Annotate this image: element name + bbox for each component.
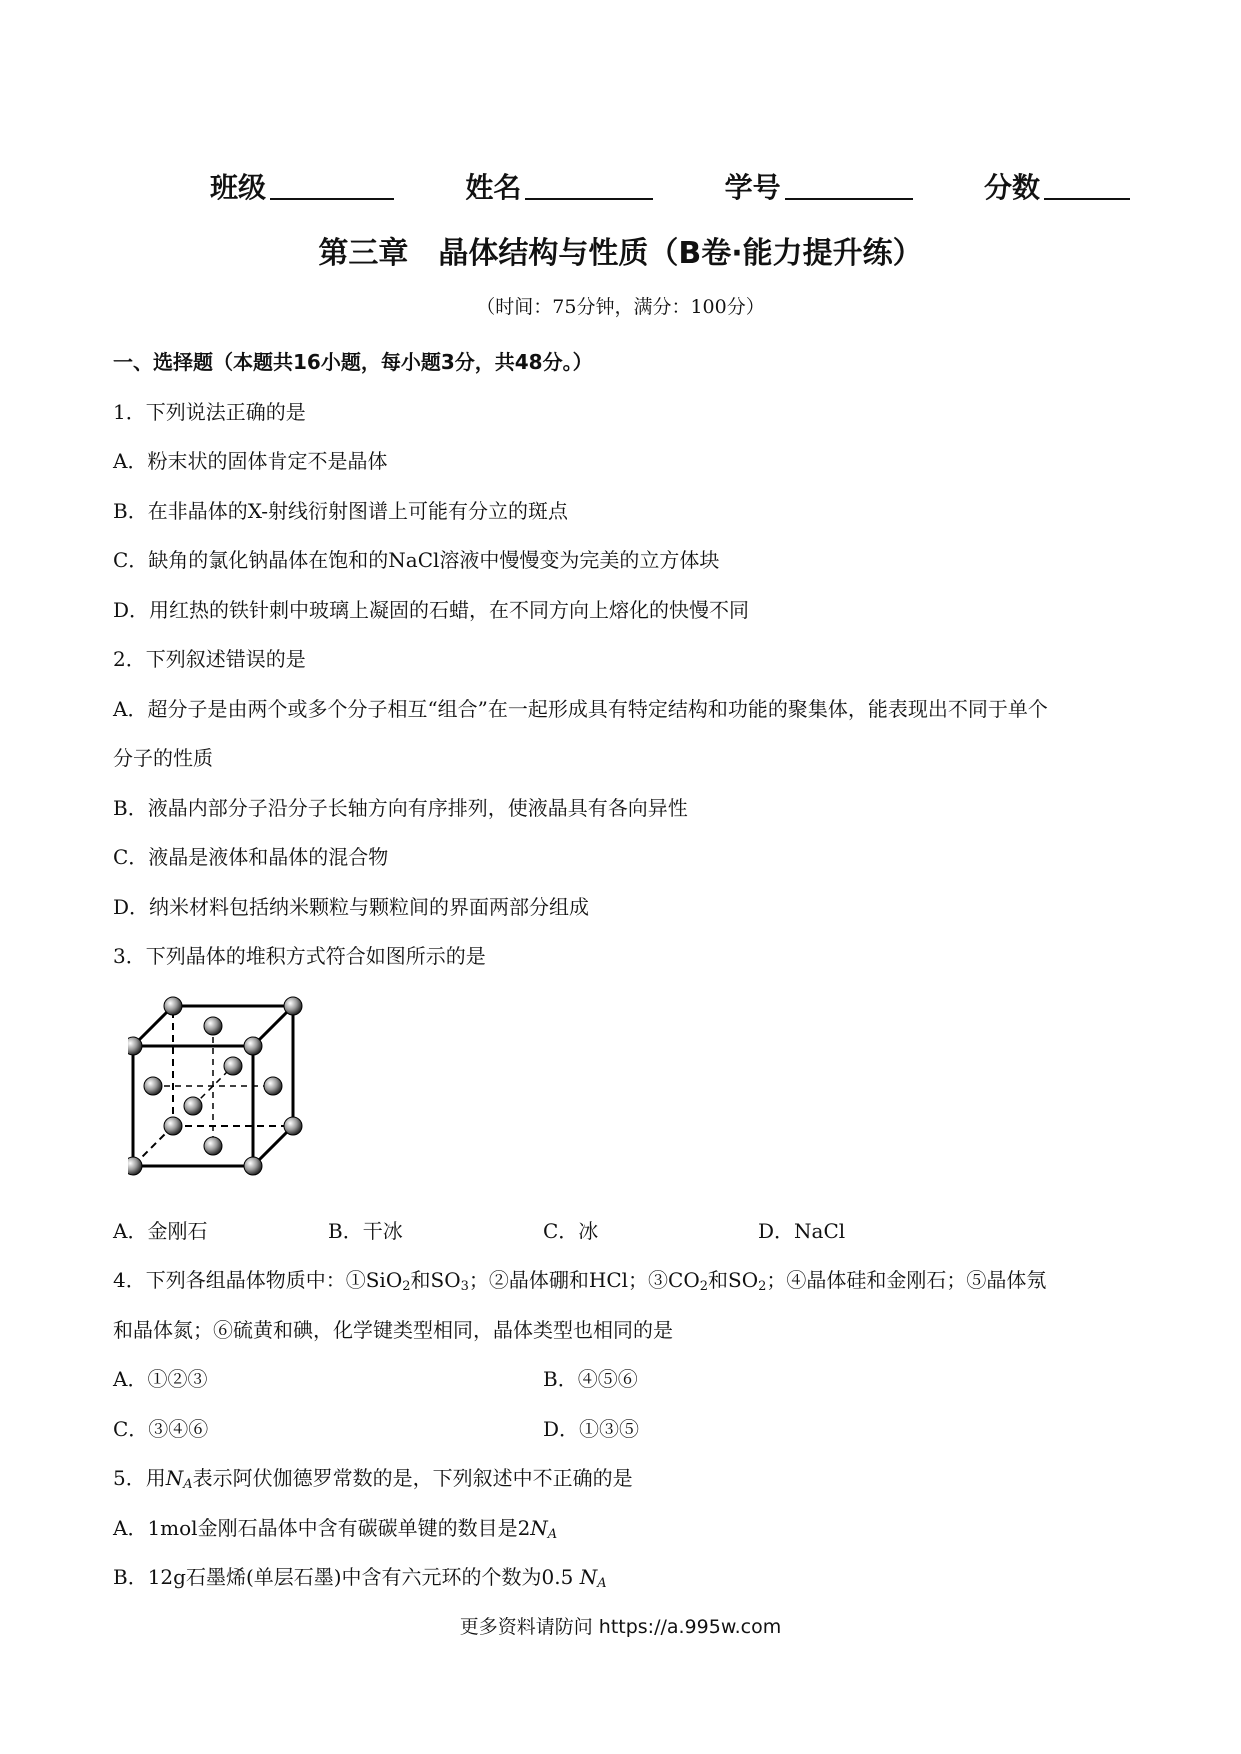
number-field bbox=[725, 166, 913, 206]
q4-stem-part2: 和SO bbox=[410, 1268, 461, 1292]
q5-option-a-na-sub: A bbox=[547, 1526, 558, 1542]
q2-option-d: D．纳米材料包括纳米颗粒与颗粒间的界面两部分组成 bbox=[113, 894, 590, 919]
q5-stem-post: 表示阿伏伽德罗常数的是，下列叙述中不正确的是 bbox=[192, 1466, 633, 1490]
q4-stem-part4: 和SO bbox=[708, 1268, 759, 1292]
q5-option-b-na-sub: A bbox=[597, 1576, 607, 1591]
q5-stem-pre: 5．用 bbox=[113, 1466, 166, 1490]
q4-sub1: 2 bbox=[402, 1279, 411, 1294]
q5-option-b-text: B．12g石墨烯(单层石墨)中含有六元环的个数为0.5 bbox=[113, 1565, 580, 1589]
score-field bbox=[984, 166, 1130, 206]
page-subtitle: （时间：75分钟，满分：100分） bbox=[476, 296, 765, 318]
name-label: 姓名 bbox=[465, 171, 522, 204]
q4-sub3: 2 bbox=[699, 1279, 709, 1294]
q2-option-b: B．液晶内部分子沿分子长轴方向有序排列，使液晶具有各向异性 bbox=[113, 795, 688, 820]
q5-option-a-na: N bbox=[530, 1515, 548, 1540]
q4-stem-continued: 和晶体氮；⑥硫黄和碘，化学键类型相同，晶体类型也相同的是 bbox=[113, 1317, 673, 1342]
name-field bbox=[465, 166, 653, 206]
q5-option-a-text: A．1mol金刚石晶体中含有碳碳单键的数目是2 bbox=[113, 1515, 531, 1540]
q2-option-a-continued: 分子的性质 bbox=[113, 746, 213, 770]
q2-option-a: A．超分子是由两个或多个分子相互“组合”在一起形成具有特定结构和功能的聚集体，能表现出不同于单个 bbox=[113, 696, 1048, 721]
name-blank bbox=[525, 198, 653, 200]
q4-stem-part1: 4．下列各组晶体物质中：①SiO bbox=[113, 1268, 403, 1292]
fcc-cube-diagram bbox=[128, 982, 328, 1192]
score-label: 分数 bbox=[983, 171, 1040, 204]
q3-option-a: A．金刚石 bbox=[113, 1218, 208, 1243]
q1-option-c: C．缺角的氯化钠晶体在饱和的NaCl溶液中慢慢变为完美的立方体块 bbox=[113, 548, 720, 572]
q3-option-b: B．干冰 bbox=[328, 1218, 403, 1243]
q3-option-d: D．NaCl bbox=[758, 1218, 846, 1243]
class-field bbox=[210, 166, 394, 206]
q2-option-c: C．液晶是液体和晶体的混合物 bbox=[113, 845, 389, 869]
q1-option-d: D．用红热的铁针刺中玻璃上凝固的石蜡，在不同方向上熔化的快慢不同 bbox=[113, 597, 750, 622]
q4-sub4: 2 bbox=[758, 1279, 767, 1294]
number-blank bbox=[785, 198, 913, 200]
q1-option-b: B．在非晶体的X-射线衍射图谱上可能有分立的斑点 bbox=[113, 498, 568, 523]
q4-option-a: A．①②③ bbox=[113, 1367, 208, 1391]
section-heading: 一、选择题（本题共16小题，每小题3分，共48分。） bbox=[113, 350, 593, 374]
footer-link-text: 更多资料请防问 https://a.995w.com bbox=[459, 1616, 782, 1638]
q4-sub2: 3 bbox=[460, 1279, 469, 1294]
q3-options bbox=[113, 1207, 1123, 1257]
class-label: 班级 bbox=[210, 171, 267, 204]
q5-na-subscript: A bbox=[183, 1477, 193, 1492]
crystal-structure-figure bbox=[113, 982, 1123, 1207]
q5-option-b-na: N bbox=[579, 1565, 598, 1589]
q3-stem: 3．下列晶体的堆积方式符合如图所示的是 bbox=[113, 944, 486, 968]
number-label: 学号 bbox=[724, 171, 781, 204]
q4-options-row2 bbox=[113, 1405, 1123, 1455]
q5-option-a bbox=[113, 1504, 1123, 1554]
q2-stem: 2．下列叙述错误的是 bbox=[113, 647, 306, 671]
q5-na-symbol: N bbox=[165, 1466, 184, 1490]
q4-stem-part3: ；②晶体硼和HCl；③CO bbox=[468, 1268, 700, 1292]
class-blank bbox=[270, 198, 394, 200]
q4-options-row1 bbox=[113, 1355, 1123, 1405]
q4-stem bbox=[113, 1256, 1123, 1306]
q5-option-b bbox=[113, 1553, 1123, 1603]
q4-option-c: C．③④⑥ bbox=[113, 1416, 209, 1441]
score-blank bbox=[1044, 198, 1130, 200]
q4-option-b: B．④⑤⑥ bbox=[543, 1367, 638, 1391]
page-title: 第三章 晶体结构与性质（B卷·能力提升练） bbox=[318, 236, 923, 271]
question-content bbox=[113, 338, 1123, 1603]
q1-stem: 1．下列说法正确的是 bbox=[113, 399, 306, 424]
q3-option-c: C．冰 bbox=[543, 1218, 599, 1243]
q4-stem-part5: ；④晶体硅和金刚石；⑤晶体氖 bbox=[766, 1268, 1047, 1292]
q5-stem bbox=[113, 1454, 1123, 1504]
q4-option-d: D．①③⑤ bbox=[543, 1416, 640, 1441]
q1-option-a: A．粉末状的固体肯定不是晶体 bbox=[113, 449, 388, 473]
student-info-row bbox=[210, 160, 1130, 206]
